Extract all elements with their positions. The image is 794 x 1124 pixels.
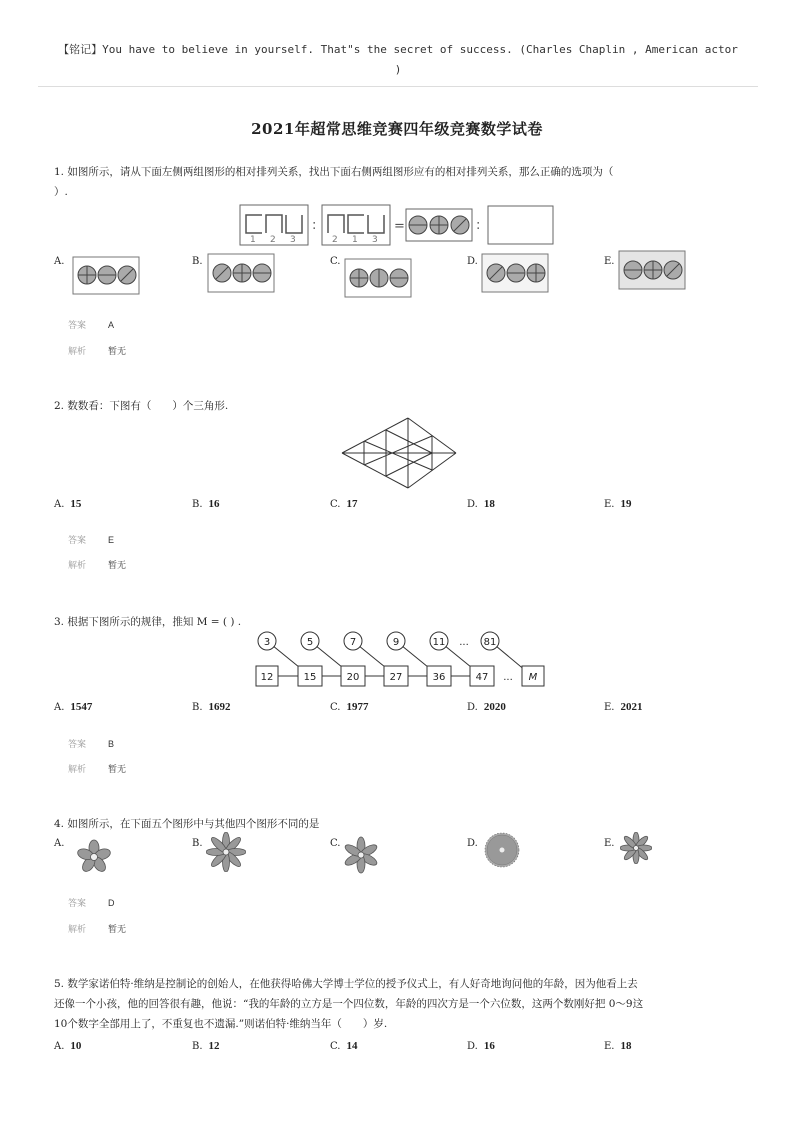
q1-fig-label-a1: 1 bbox=[250, 235, 256, 245]
q2-answer: 答案 E bbox=[68, 535, 115, 546]
q5-option-e[interactable]: E. 18 bbox=[604, 1040, 632, 1052]
q4-option-e[interactable]: E. bbox=[604, 838, 615, 849]
q4-flower-c-icon bbox=[342, 836, 380, 874]
q3-option-e[interactable]: E. 2021 bbox=[604, 701, 643, 713]
q1-option-c-figure bbox=[344, 258, 414, 300]
question-5-text-3: 10个数字全部用上了，不重复也不遗漏.”则诺伯特·维纳当年（ ）岁. bbox=[54, 1018, 388, 1030]
q4-flower-a-icon bbox=[76, 838, 112, 876]
page-title: 2021年超常思维竞赛四年级竞赛数学试卷 bbox=[251, 120, 543, 138]
q3-answer: 答案 B bbox=[68, 739, 115, 750]
motto bbox=[38, 40, 758, 80]
q3-square-6: 47 bbox=[475, 672, 489, 683]
q3-option-c[interactable]: C. 1977 bbox=[330, 701, 369, 713]
divider bbox=[38, 86, 758, 87]
q4-option-d[interactable]: D. bbox=[467, 838, 478, 849]
q2-option-b[interactable]: B. 16 bbox=[192, 498, 220, 510]
q3-option-b[interactable]: B. 1692 bbox=[192, 701, 231, 713]
q3-square-4: 27 bbox=[389, 672, 403, 683]
q4-gear-d-icon bbox=[482, 830, 522, 870]
q1-fig-label-a3: 3 bbox=[290, 235, 296, 245]
q1-option-d[interactable]: D. bbox=[467, 256, 478, 267]
q1-option-b[interactable]: B. bbox=[192, 256, 203, 267]
q4-flower-e-icon bbox=[620, 832, 652, 864]
q2-option-d[interactable]: D. 18 bbox=[467, 498, 495, 510]
q1-fig-label-a2: 2 bbox=[270, 235, 276, 245]
question-2-text: 2. 数数看：下图有（ ）个三角形. bbox=[54, 400, 229, 412]
q3-ellipsis-top: ... bbox=[459, 637, 469, 648]
q3-square-3: 20 bbox=[346, 672, 360, 683]
svg-text::: : bbox=[312, 218, 317, 233]
q5-option-d[interactable]: D. 16 bbox=[467, 1040, 495, 1052]
q3-square-m: M bbox=[528, 672, 538, 683]
q1-answer: 答案 A bbox=[68, 320, 115, 331]
svg-text:=: = bbox=[394, 219, 405, 234]
q2-option-a[interactable]: A. 15 bbox=[54, 498, 82, 510]
q4-answer: 答案 D bbox=[68, 898, 115, 909]
q3-circle-3: 7 bbox=[349, 637, 357, 648]
q1-option-e[interactable]: E. bbox=[604, 256, 615, 267]
question-1 bbox=[54, 162, 754, 202]
question-5-text-1: 5. 数学家诺伯特·维纳是控制论的创始人，在他获得哈佛大学博士学位的授予仪式上，有人好奇地询问他的年龄，因为他看上去 bbox=[54, 978, 638, 990]
q3-ellipsis-bottom: ... bbox=[503, 672, 513, 683]
q1-option-e-figure bbox=[618, 250, 688, 292]
q3-circle-5: 11 bbox=[432, 637, 446, 648]
q4-option-a[interactable]: A. bbox=[54, 838, 65, 849]
q3-circle-4: 9 bbox=[392, 637, 400, 648]
q3-circle-2: 5 bbox=[306, 637, 314, 648]
svg-text::: : bbox=[476, 218, 481, 233]
q1-analysis: 解析 暂无 bbox=[68, 346, 127, 357]
q3-square-1: 12 bbox=[260, 672, 274, 683]
question-1-text-cont: ）. bbox=[54, 186, 68, 198]
q1-option-d-figure bbox=[481, 253, 551, 295]
q2-option-e[interactable]: E. 19 bbox=[604, 498, 632, 510]
q3-option-a[interactable]: A. 1547 bbox=[54, 701, 93, 713]
q1-fig-label-b1: 2 bbox=[332, 235, 338, 245]
q3-square-2: 15 bbox=[303, 672, 317, 683]
q4-option-c[interactable]: C. bbox=[330, 838, 341, 849]
q1-option-a[interactable]: A. bbox=[54, 256, 65, 267]
q2-analysis: 解析 暂无 bbox=[68, 560, 127, 571]
q3-option-d[interactable]: D. 2020 bbox=[467, 701, 506, 713]
question-3-figure bbox=[254, 630, 548, 692]
q5-option-b[interactable]: B. 12 bbox=[192, 1040, 220, 1052]
q4-analysis: 解析 暂无 bbox=[68, 924, 127, 935]
question-1-text: 1. 如图所示，请从下面左侧两组图形的相对排列关系，找出下面右侧两组图形应有的相对排列关系，那么正确的选项为（ bbox=[54, 166, 614, 178]
q3-analysis: 解析 暂无 bbox=[68, 764, 127, 775]
q3-square-5: 36 bbox=[432, 672, 446, 683]
question-5-text-2: 还像一个小孩，他的回答很有趣，他说：“我的年龄的立方是一个四位数，年龄的四次方是一个六位数，这两个数刚好把 0～9这 bbox=[54, 998, 644, 1010]
q1-option-c[interactable]: C. bbox=[330, 256, 341, 267]
q2-option-c[interactable]: C. 17 bbox=[330, 498, 358, 510]
q3-circle-1: 3 bbox=[263, 637, 271, 648]
question-1-figure bbox=[238, 203, 558, 247]
q1-fig-label-b3: 3 bbox=[372, 235, 378, 245]
motto-line-1: 【铭记】You have to believe in yourself. That"s the secret of success. (Charles Chaplin , American actor bbox=[58, 43, 738, 56]
q1-fig-label-b2: 1 bbox=[352, 235, 358, 245]
q1-option-a-figure bbox=[72, 256, 142, 296]
q4-flower-b-icon bbox=[206, 832, 246, 872]
question-5 bbox=[54, 974, 754, 1034]
question-2-figure bbox=[338, 416, 460, 490]
motto-line-2: ) bbox=[394, 63, 402, 76]
q1-option-b-figure bbox=[207, 253, 277, 295]
question-4-text: 4. 如图所示，在下面五个图形中与其他四个图形不同的是 bbox=[54, 818, 320, 830]
question-3-text: 3. 根据下图所示的规律，推知 M = ( ) . bbox=[54, 616, 242, 628]
q3-circle-6: 81 bbox=[483, 637, 497, 648]
q4-option-b[interactable]: B. bbox=[192, 838, 203, 849]
q5-option-a[interactable]: A. 10 bbox=[54, 1040, 82, 1052]
q5-option-c[interactable]: C. 14 bbox=[330, 1040, 358, 1052]
